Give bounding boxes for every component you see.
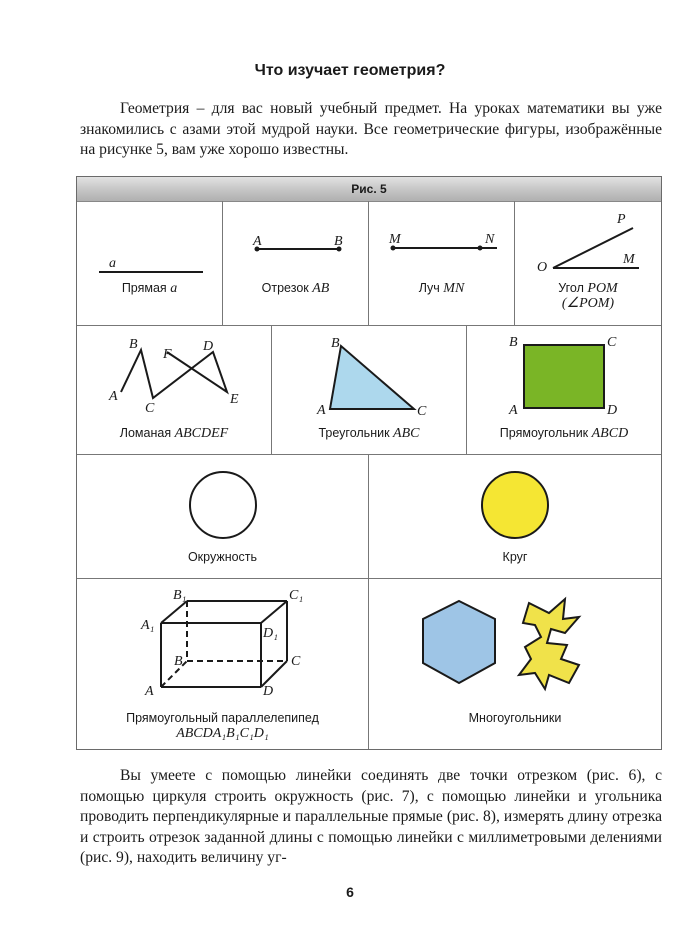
label-A: A <box>509 403 518 418</box>
caption-segment: Отрезок AB <box>261 281 330 296</box>
label-C: C <box>145 401 155 416</box>
label-A: A <box>317 403 326 418</box>
label-B1: B₁ <box>173 588 187 603</box>
cell-polyline <box>77 326 272 455</box>
caption-parallelepiped: Прямоугольный параллелепипед ABCDA₁B₁C₁D₁ <box>126 711 319 741</box>
page-number: 6 <box>346 884 354 900</box>
intro-paragraph: Геометрия – для вас новый учебный предмет. На уроках математики вы уже знакомились с азами этой мудрой науки. Все геометрические фигуры, изображённые на рисунке 5, вам уже хорошо известны. <box>80 100 662 158</box>
label-C1: C₁ <box>289 588 304 603</box>
rectangle-shape <box>524 345 604 408</box>
body-paragraph: Вы умеете с помощью линейки соединять две точки отрезком (рис. 6), с помощью циркуля строить окружность (рис. 7), с помощью линейки и угольника проводить перпендикулярные и параллельные прямые (рис. 8), измерять длину отрезка и строить отрезок заданной длины с помощью линейки с миллиметровыми делениями (рис. 9), находить величину уг- <box>80 767 662 866</box>
label-C: C <box>607 335 617 350</box>
label-D: D <box>607 403 618 418</box>
label-A1: A₁ <box>141 618 155 633</box>
label-C: C <box>291 654 301 669</box>
cell-polygons <box>369 579 661 749</box>
label-M2: M <box>623 252 635 267</box>
caption-rectangle: Прямоугольник ABCD <box>499 426 629 441</box>
caption-ray: Луч MN <box>418 281 465 296</box>
cell-triangle <box>272 326 467 455</box>
label-D: D <box>203 339 214 354</box>
label-P: P <box>617 212 626 227</box>
label-D: D <box>263 684 274 699</box>
label-E: E <box>230 392 239 407</box>
figure-5 <box>76 176 662 750</box>
label-A: A <box>253 234 262 249</box>
caption-line: Прямая a <box>121 281 178 296</box>
label-B: B <box>331 336 340 351</box>
irregular-polygon-shape <box>519 599 579 689</box>
label-N: N <box>485 232 495 247</box>
caption-polyline: Ломаная ABCDEF <box>119 426 229 441</box>
cell-line <box>77 201 223 326</box>
circle-shape <box>190 472 256 538</box>
label-B: B <box>129 337 138 352</box>
cell-disk <box>369 455 661 579</box>
label-B: B <box>174 654 183 669</box>
cell-rectangle <box>467 326 661 455</box>
cell-circle <box>77 455 369 579</box>
label-F: F <box>163 347 172 362</box>
caption-polygons: Многоугольники <box>468 711 562 725</box>
label-O: O <box>537 260 548 275</box>
ray-drawing <box>369 201 515 326</box>
label-A: A <box>145 684 154 699</box>
segment-drawing <box>223 201 369 326</box>
caption-disk: Круг <box>502 550 528 564</box>
section-title: Что изучает геометрия? <box>254 62 446 79</box>
label-a: a <box>109 256 116 271</box>
cell-segment <box>223 201 369 326</box>
triangle-shape <box>330 346 414 409</box>
line-drawing <box>77 201 223 326</box>
label-B: B <box>334 234 343 249</box>
label-C: C <box>417 404 427 419</box>
cell-angle <box>515 201 661 326</box>
label-D1: D₁ <box>263 626 278 641</box>
disk-shape <box>482 472 548 538</box>
label-A: A <box>109 389 118 404</box>
cell-ray <box>369 201 515 326</box>
hexagon-shape <box>423 601 495 683</box>
figure-title: Рис. 5 <box>77 177 661 202</box>
caption-triangle: Треугольник ABC <box>318 426 420 441</box>
cell-parallelepiped <box>77 579 369 749</box>
caption-angle: Угол POM (∠POM) <box>558 281 618 311</box>
label-B: B <box>509 335 518 350</box>
label-M: M <box>389 232 401 247</box>
caption-circle: Окружность <box>187 550 258 564</box>
